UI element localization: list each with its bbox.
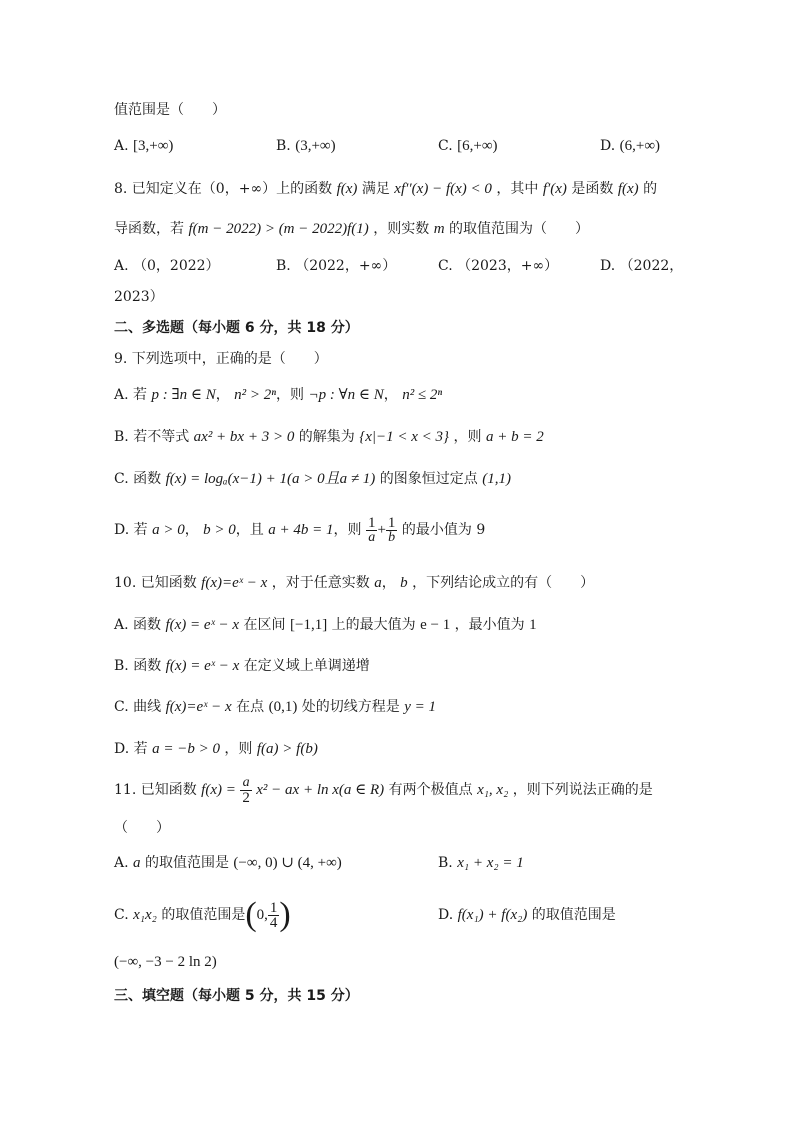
math: x₁x₂ <box>133 907 157 923</box>
math: n² > 2ⁿ <box>234 387 277 403</box>
math: (−∞, −3 − 2 ln 2) <box>114 954 217 970</box>
q11-option-b <box>438 853 524 873</box>
q10-option-c <box>114 697 436 717</box>
q10-option-d <box>114 739 318 759</box>
text: ，则 <box>276 387 305 403</box>
math: [−1,1] <box>289 617 328 633</box>
text: ，则 <box>224 741 253 757</box>
text: B. 函数 <box>114 658 162 674</box>
denominator: a <box>368 529 376 545</box>
math: x² − ax + ln x(a ∈ R) <box>256 782 385 798</box>
math: y = 1 <box>404 699 437 715</box>
math: f(x) = <box>201 782 236 798</box>
question-11-stem <box>114 775 653 805</box>
math: f′(x) <box>542 181 567 197</box>
text: 上的最大值为 <box>331 617 416 633</box>
q10-option-b <box>114 656 370 676</box>
q11-option-c <box>114 897 291 933</box>
denominator: 2 <box>242 789 250 806</box>
text: 的取值范围是 <box>144 855 229 871</box>
q7-option-d <box>600 136 660 156</box>
q10-option-a <box>114 615 537 635</box>
math: n² ≤ 2ⁿ <box>402 387 443 403</box>
math: 1 <box>529 617 537 633</box>
math: f(x)=eˣ − x <box>165 699 232 715</box>
right-paren: ) <box>279 896 291 933</box>
text: 的解集为 <box>298 429 355 445</box>
text: 在点 <box>236 699 265 715</box>
math: f(m − 2022) > (m − 2022)f(1) <box>188 221 369 237</box>
q8-option-a: A. （0，2022） <box>114 258 220 274</box>
question-7-continuation: 值范围是（ ） <box>114 102 226 118</box>
text: B. <box>438 855 453 871</box>
text: ，下列结论成立的有（ ） <box>412 575 595 591</box>
math: a <box>133 855 141 871</box>
fraction-one-over-a <box>366 516 378 545</box>
fraction-one-over-four <box>268 901 280 930</box>
q8-option-d: D. （2022， <box>600 258 684 274</box>
math: ax² + bx + 3 > 0 <box>193 429 295 445</box>
math: a = −b > 0 <box>152 741 220 757</box>
math: x₁ + x₂ = 1 <box>457 855 524 871</box>
text: C. 函数 <box>114 471 162 487</box>
text: A. <box>114 855 129 871</box>
q9-option-d <box>114 515 485 545</box>
math: xf′′(x) − f(x) < 0 <box>394 181 492 197</box>
option-label: A. <box>114 138 129 154</box>
math: (1,1) <box>482 471 511 487</box>
text: ，则实数 <box>373 221 430 237</box>
numerator: 1 <box>269 899 278 916</box>
q8-option-b: B. （2022，+∞） <box>276 258 397 274</box>
text: 10. 已知函数 <box>114 575 197 591</box>
math: {x|−1 < x < 3} <box>359 429 450 445</box>
question-10-stem <box>114 573 594 593</box>
text: 满足 <box>361 181 390 197</box>
plus-sign: + <box>377 522 386 538</box>
text: 在定义域上单调递增 <box>243 658 370 674</box>
text: D. <box>438 907 454 923</box>
math: m <box>433 221 445 237</box>
fraction-one-over-b <box>386 516 398 545</box>
text: A. 若 <box>114 387 148 403</box>
text: C. <box>114 907 129 923</box>
math: a > 0 <box>152 522 185 538</box>
option-label: B. <box>276 138 291 154</box>
math: a + b = 2 <box>485 429 544 445</box>
math: f(x) = logₐ(x−1) + 1(a > 0且a ≠ 1) <box>165 471 376 487</box>
denominator: b <box>388 529 396 545</box>
text: 的取值范围为（ ） <box>449 221 589 237</box>
math: f(x) = eˣ − x <box>165 617 240 633</box>
option-math: [6,+∞) <box>457 138 498 154</box>
text: 的图象恒过定点 <box>379 471 478 487</box>
text: ，且 <box>235 522 264 538</box>
denominator: 4 <box>269 914 278 931</box>
math: f(a) > f(b) <box>256 741 318 757</box>
math: a + 4b = 1 <box>268 522 334 538</box>
math: b > 0 <box>203 522 236 538</box>
text: ， <box>184 522 199 538</box>
option-math: (6,+∞) <box>619 138 661 154</box>
math: e − 1 <box>420 617 451 633</box>
option-label: D. <box>600 138 616 154</box>
text: D. 若 <box>114 741 148 757</box>
q11-option-d <box>438 905 616 925</box>
text: ，则下列说法正确的是 <box>512 782 653 798</box>
text: 8. 已知定义在（0，+∞）上的函数 <box>114 181 333 197</box>
math: (−∞, 0) ∪ (4, +∞) <box>233 855 342 871</box>
math: 0, <box>256 907 268 923</box>
math: x₁, x₂ <box>477 782 509 798</box>
q7-option-b <box>276 136 336 156</box>
math: f(x)=eˣ − x <box>201 575 268 591</box>
numerator: 1 <box>387 514 396 531</box>
text: ，则 <box>333 522 362 538</box>
question-8-stem-line-1 <box>114 179 657 199</box>
fraction-a-over-2 <box>240 776 252 805</box>
text: ， <box>215 387 230 403</box>
section-heading-multiple-choice: 二、多选题（每小题 6 分，共 18 分） <box>114 320 359 336</box>
text: 是函数 <box>571 181 614 197</box>
text: C. 曲线 <box>114 699 162 715</box>
text: 的取值范围是 <box>161 907 246 923</box>
text: 处的切线方程是 <box>301 699 400 715</box>
math: f(x₁) + f(x₂) <box>457 907 528 923</box>
q9-option-c <box>114 469 511 489</box>
option-math: (3,+∞) <box>295 138 336 154</box>
math: f(x) = eˣ − x <box>165 658 240 674</box>
text: ，其中 <box>496 181 539 197</box>
text: 11. 已知函数 <box>114 782 197 798</box>
q7-option-a <box>114 136 173 156</box>
numerator: a <box>240 776 252 791</box>
math: p : ∃n ∈ N <box>151 387 216 403</box>
left-paren: ( <box>245 896 257 933</box>
q7-option-c <box>438 136 498 156</box>
math: ¬p : ∀n ∈ N <box>308 387 384 403</box>
text: A. 函数 <box>114 617 162 633</box>
math: a <box>374 575 382 591</box>
text: 的 <box>643 181 658 197</box>
math: f(x) <box>336 181 358 197</box>
option-math: [3,+∞) <box>133 138 174 154</box>
text: ，则 <box>453 429 482 445</box>
text: ， <box>383 387 398 403</box>
question-11-paren: （ ） <box>114 820 170 836</box>
text: 有两个极值点 <box>388 782 473 798</box>
text: D. 若 <box>114 522 148 538</box>
math: (0,1) <box>268 699 298 715</box>
text: ， <box>381 575 396 591</box>
q11-option-a <box>114 853 342 873</box>
text: B. 若不等式 <box>114 429 190 445</box>
math: b <box>400 575 408 591</box>
q8-option-d-continuation: 2023） <box>114 289 164 305</box>
text: 的取值范围是 <box>531 907 616 923</box>
numerator: 1 <box>367 514 376 531</box>
math: f(x) <box>617 181 639 197</box>
text: ，对于任意实数 <box>271 575 370 591</box>
q9-option-b <box>114 427 544 447</box>
text: 导函数，若 <box>114 221 184 237</box>
option-label: C. <box>438 138 453 154</box>
q9-option-a <box>114 385 442 405</box>
text: 在区间 <box>243 617 286 633</box>
text: ，最小值为 <box>454 617 525 633</box>
q11-option-d-continuation <box>114 952 217 972</box>
question-8-stem-line-2 <box>114 219 589 239</box>
text: 的最小值为 9 <box>401 522 486 538</box>
question-9-stem: 9. 下列选项中，正确的是（ ） <box>114 351 328 367</box>
q8-option-c: C. （2023，+∞） <box>438 258 559 274</box>
section-heading-fill-in: 三、填空题（每小题 5 分，共 15 分） <box>114 988 359 1004</box>
